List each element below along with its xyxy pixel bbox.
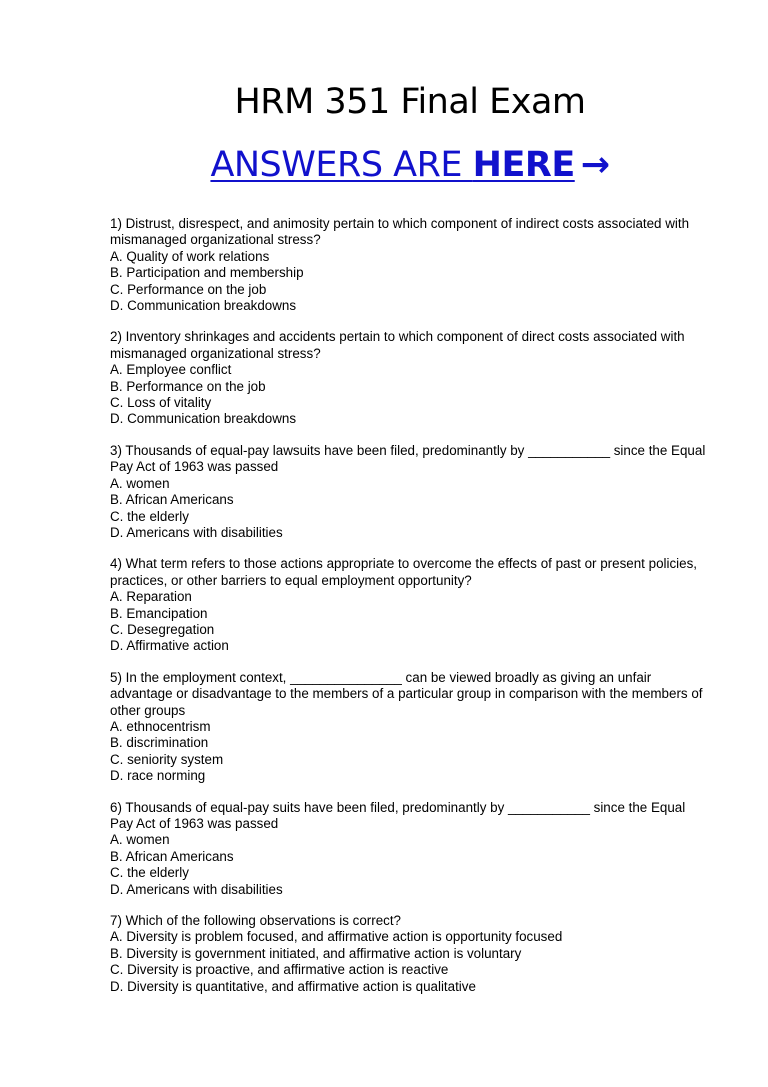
answer-option: A. Reparation: [110, 589, 192, 605]
question-text: 1) Distrust, disrespect, and animosity pertain to which component of indirect costs associated with mismanaged organizational stress?: [110, 216, 690, 248]
answer-option: B. African Americans: [110, 492, 234, 508]
answer-option: A. Employee conflict: [110, 362, 232, 378]
answer-option: D. Communication breakdowns: [110, 298, 297, 314]
answer-option: D. Affirmative action: [110, 638, 229, 654]
answer-option: A. Diversity is problem focused, and affirmative action is opportunity focused: [110, 929, 563, 945]
answer-option: C. Diversity is proactive, and affirmative action is reactive: [110, 962, 449, 978]
question-text: 3) Thousands of equal-pay lawsuits have been filed, predominantly by ___________ since the Equal Pay Act of 1963 was passed: [110, 442, 706, 475]
answer-option: C. Loss of vitality: [110, 395, 212, 411]
answer-option: C. the elderly: [110, 865, 189, 881]
page-title: HRM 351 Final Exam: [234, 82, 586, 122]
arrow-right-icon[interactable]: →: [580, 145, 610, 185]
answers-link-prefix: ANSWERS ARE: [210, 145, 473, 185]
answer-option: D. Diversity is quantitative, and affirmative action is qualitative: [110, 978, 476, 994]
question-item: [110, 800, 710, 898]
answer-option: C. seniority system: [110, 751, 224, 767]
answer-option: A. Quality of work relations: [110, 248, 270, 264]
answer-option: D. Communication breakdowns: [110, 411, 297, 427]
answer-option: B. discrimination: [110, 735, 209, 751]
answer-option: C. Performance on the job: [110, 281, 267, 297]
answer-option: C. Desegregation: [110, 621, 215, 637]
question-item: [110, 913, 710, 995]
answers-link-here: HERE: [472, 145, 575, 185]
question-text: 6) Thousands of equal-pay suits have been filed, predominantly by ___________ since the Equal Pay Act of 1963 was passed: [110, 799, 686, 831]
question-item: [110, 329, 710, 427]
question-item: [110, 443, 710, 541]
answer-option: B. Performance on the job: [110, 378, 266, 394]
answer-option: D. Americans with disabilities: [110, 524, 283, 540]
question-item: [110, 556, 710, 654]
answer-option: B. African Americans: [110, 848, 234, 864]
question-text: 7) Which of the following observations is correct?: [110, 913, 402, 929]
answer-option: D. Americans with disabilities: [110, 881, 283, 897]
answers-link-text[interactable]: [210, 145, 574, 185]
answer-option: B. Participation and membership: [110, 265, 304, 281]
answer-option: C. the elderly: [110, 508, 189, 524]
answer-option: A. ethnocentrism: [110, 718, 211, 734]
question-text: 4) What term refers to those actions appropriate to overcome the effects of past or present policies, practices, or other barriers to equal employment opportunity?: [110, 556, 697, 588]
answer-option: B. Diversity is government initiated, and affirmative action is voluntary: [110, 945, 522, 961]
answer-option: D. race norming: [110, 768, 206, 784]
question-text: 2) Inventory shrinkages and accidents pertain to which component of direct costs associated with mismanaged organizational stress?: [110, 329, 685, 361]
answer-option: A. women: [110, 832, 170, 848]
answer-option: A. women: [110, 475, 170, 491]
question-item: [110, 216, 710, 314]
answer-option: B. Emancipation: [110, 605, 208, 621]
question-item: [110, 670, 710, 785]
question-list: [110, 216, 710, 1010]
question-text: 5) In the employment context, _______________ can be viewed broadly as giving an unfair advantage or disadvantage to the members of a particular group in comparison with the members of other groups: [110, 669, 703, 718]
answers-link[interactable]: [0, 141, 768, 189]
